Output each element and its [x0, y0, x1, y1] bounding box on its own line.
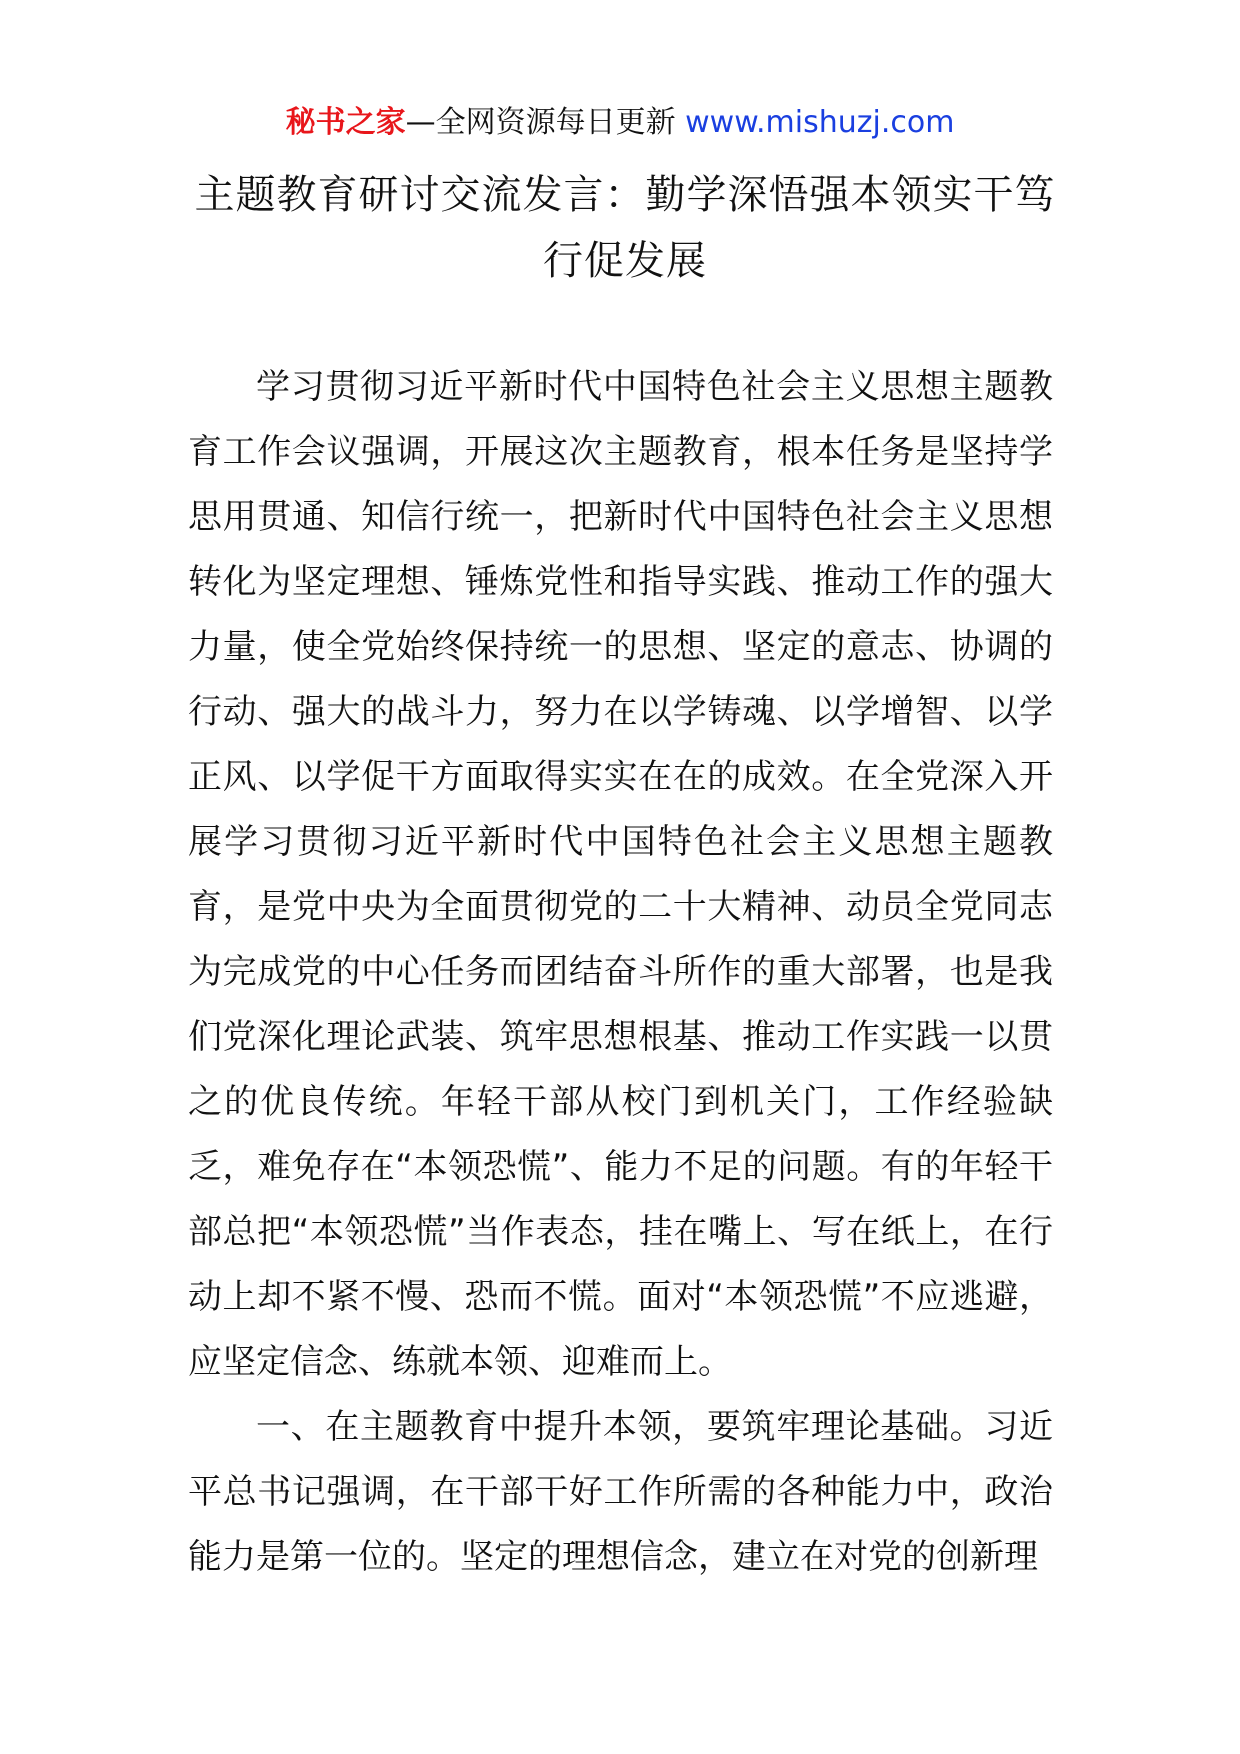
document-body: [188, 355, 1053, 1590]
body-paragraph-intro: [188, 355, 1053, 1395]
header-tagline: —全网资源每日更新: [405, 105, 686, 140]
document-title: 主题教育研讨交流发言：勤学深悟强本领实干笃行促发展: [194, 172, 1056, 284]
brand-name: 秘书之家: [285, 105, 406, 140]
site-url-link[interactable]: www.mishuzj.com: [685, 105, 955, 140]
section-heading: 一、在主题教育中提升本领，要筑牢理论基础。: [256, 1407, 985, 1447]
site-header: [0, 100, 1240, 146]
body-paragraph-section-1: [188, 1395, 1053, 1590]
paragraph-text: 习近平总书记强调，在干部干好工作所需的各种能力中，政治能力是第一位的。坚定的理想信念，建立在对党的创新理: [188, 1407, 1054, 1577]
paragraph-text: 学习贯彻习近平新时代中国特色社会主义思想主题教育工作会议强调，开展这次主题教育，根本任务是坚持学思用贯通、知信行统一，把新时代中国特色社会主义思想转化为坚定理想、锤炼党性和指导实践、推动工作的强大力量，使全党始终保持统一的思想、坚定的意志、协调的行动、强大的战斗力，努力在以学铸魂、以学增智、以学正风、以学促干方面取得实实在在的成效。在全党深入开展学习贯彻习近平新时代中国特色社会主义思想主题教育，是党中央为全面贯彻党的二十大精神、动员全党同志为完成党的中心任务而团结奋斗所作的重大部署，也是我们党深化理论武装、筑牢思想根基、推动工作实践一以贯之的优良传统。年轻干部从校门到机关门，工作经验缺乏，难免存在“本领恐慌”、能力不足的问题。有的年轻干部总把“本领恐慌”当作表态，挂在嘴上、写在纸上，在行动上却不紧不慢、恐而不慌。面对“本领恐慌”不应逃避，应坚定信念、练就本领、迎难而上。: [188, 367, 1053, 1382]
